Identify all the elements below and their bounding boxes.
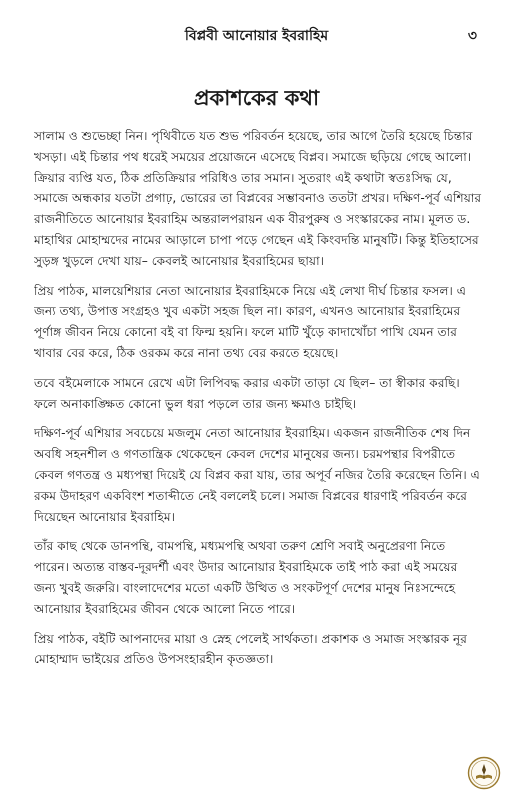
text-line: খসড়া। এই চিন্তার পথ ধরেই সময়ের প্রয়োজনে এসেছে বিপ্লব। সমাজে ছড়িয়ে গেছে আলো। [34, 149, 472, 164]
page-number: ৩ [467, 28, 477, 44]
text-line: মোহাম্মাদ ভাইয়ের প্রতিও উপসংহারহীন কৃতজ্ঞতা। [34, 652, 274, 667]
text-line: দক্ষিণ-পূর্ব এশিয়ার সবচেয়ে মজলুম নেতা আনোয়ার ইবরাহিম। একজন রাজনীতিক শেষ দিন [34, 426, 471, 441]
publisher-logo-icon [467, 756, 501, 790]
paragraph [34, 281, 486, 364]
text-line: ফলে অনাকাঙ্ক্ষিত কোনো ভুল ধরা পড়লে তার জন্য ক্ষমাও চাইছি। [34, 396, 357, 411]
text-line: সালাম ও শুভেচ্ছা নিন। পৃথিবীতে যত শুভ পরিবর্তন হয়েছে, তার আগে তৈরি হয়েছে চিন্তার [34, 129, 473, 143]
text-line: প্রিয় পাঠক, বইটি আপনাদের মায়া ও স্নেহ পেলেই সার্থকতা। প্রকাশক ও সমাজ সংস্কারক নূর [34, 631, 467, 646]
running-title: বিপ্লবী আনোয়ার ইবরাহিম [184, 28, 329, 44]
text-line: পূর্ণাঙ্গ জীবন নিয়ে কোনো বই বা ফিল্ম হয়নি। ফলে মাটি খুঁড়ে কাদাখোঁচা পাখি যেমন তার [34, 325, 457, 340]
paragraph [34, 629, 486, 671]
text-line: মাহাথির মোহাম্মদের নামের আড়ালে চাপা পড়ে গেছেন এই কিংবদন্তি মানুষটি। কিন্তু ইতিহাসের [34, 232, 479, 247]
text-line: রকম উদাহরণ একবিংশ শতাব্দীতে নেই বললেই চলে। সমাজ বিপ্লবের ধারণাই পরিবর্তন করে [34, 488, 468, 503]
paragraph [34, 423, 486, 527]
text-line: আনোয়ার ইবরাহিমের জীবন থেকে আলো নিতে পারে। [34, 601, 296, 616]
text-line: ক্রিয়ার ব্যপ্তি যত, ঠিক প্রতিক্রিয়ার পরিধিও তার সমান। সুতরাং এই কথাটা স্বতঃসিদ্ধ যে, [34, 170, 452, 185]
body-text [34, 126, 486, 679]
text-line: অবধি সহনশীল ও গণতান্ত্রিক থেকেছেন কেবল দেশের মানুষের জন্য। চরমপন্থার বিপরীতে [34, 447, 456, 462]
text-line: সমাজে অন্ধকার যতটা প্রগাঢ়, ভোরের তা বিপ্লবের সম্ভাবনাও ততটা প্রখর। দক্ষিণ-পূর্ব এশিয়ার [34, 191, 482, 206]
text-line: জন্য তথ্য, উপাত্ত সংগ্রহও খুব একটা সহজ ছিল না। কারণ, এখনও আনোয়ার ইবরাহিমের [34, 304, 461, 319]
text-line: প্রিয় পাঠক, মালয়েশিয়ার নেতা আনোয়ার ইবরাহিমকে নিয়ে এই লেখা দীর্ঘ চিন্তার ফসল। এ [34, 283, 467, 298]
chapter-title: প্রকাশকের কথা [193, 86, 320, 110]
text-line: পারেন। অত্যন্ত বাস্তব-দূরদর্শী এবং উদার আনোয়ার ইবরাহিমকে তাই পাঠ করা এই সময়ের [34, 560, 458, 575]
paragraph [34, 126, 486, 272]
text-line: তবে বইমেলাকে সামনে রেখে এটা লিপিবদ্ধ করার একটা তাড়া যে ছিল– তা স্বীকার করছি। [34, 375, 460, 390]
text-line: তাঁর কাছ থেকে ডানপন্থি, বামপন্থি, মধ্যমপন্থি অথবা তরুণ শ্রেণি সবাই অনুপ্রেরণা নিতে [34, 539, 446, 554]
text-line: দিয়েছেন আনোয়ার ইবরাহিম। [34, 509, 175, 524]
text-line: রাজনীতিতে আনোয়ার ইবরাহিম অন্তরালপরায়ন এক বীরপুরুষ ও সংস্কারকের নাম। মূলত ড. [34, 212, 471, 227]
text-line: সুড়ঙ্গ খুড়লে দেখা যায়– কেবলই আনোয়ার ইবরাহিমের ছায়া। [34, 253, 324, 268]
paragraph [34, 373, 486, 415]
text-line: কেবল গণতন্ত্র ও মধ্যপন্থা দিয়েই যে বিপ্লব করা যায়, তার অপূর্ব নজির তৈরি করেছেন তিনি। এ [34, 467, 480, 482]
text-line: খাবার বের করে, ঠিক ওরকম করে নানা তথ্য বের করতে হয়েছে। [34, 345, 339, 360]
paragraph [34, 536, 486, 619]
running-header [0, 24, 513, 48]
text-line: জন্য খুবই জরুরি। বাংলাদেশের মতো একটি উত্থিত ও সংকটপূর্ণ দেশের মানুষ নিঃসন্দেহে [34, 580, 456, 595]
